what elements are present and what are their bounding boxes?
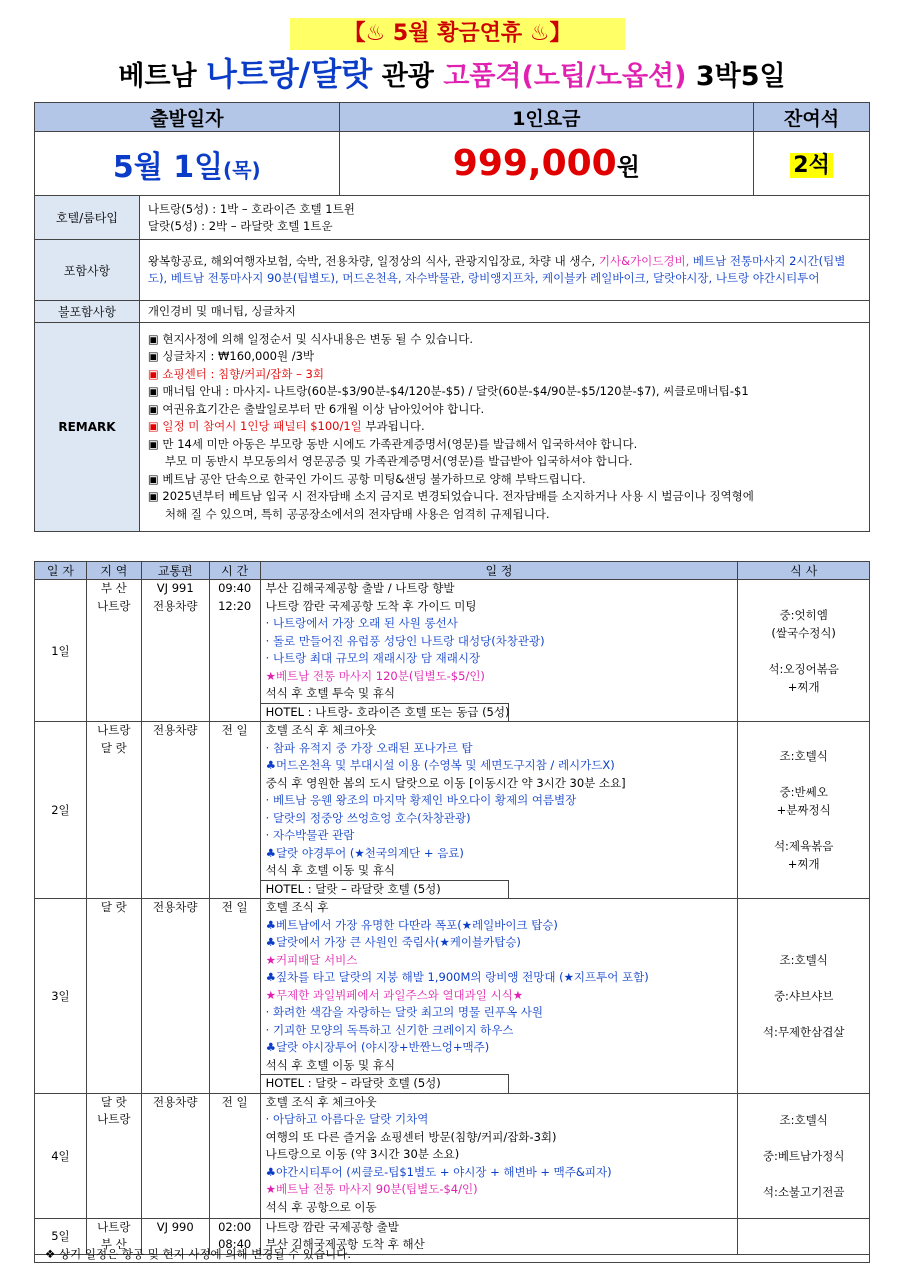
region-text: 달 랏 <box>100 900 127 914</box>
meal-text <box>738 765 869 783</box>
meal-text: +분짜정식 <box>776 803 831 817</box>
include-text: 왕복항공료, 해외여행자보험, 숙박, 전용차량, 일정상의 식사, 관광지입장료, 차량 내 생수, <box>147 254 599 268</box>
tour-headline <box>0 52 904 99</box>
plan-line: ♣머드온천욕 및 부대시설 이용 (수영복 및 세면도구지참 / 레시가드X) <box>265 758 615 772</box>
hotel-label: 호텔/룸타입 <box>35 196 140 240</box>
meal-text: (쌀국수정식) <box>771 625 836 640</box>
meals-cell <box>738 899 870 1094</box>
meal-text: +찌개 <box>787 857 820 871</box>
promo-banner: 【♨ 5월 황금연휴 ♨】 <box>290 18 625 50</box>
region-text: 부 산 <box>100 581 127 595</box>
meal-text: 조:호텔식 <box>779 952 828 967</box>
footnote: ❖ 상기 일정은 항공 및 현지 사정에 의해 변경될 수 있습니다. <box>34 1246 870 1263</box>
meals-cell <box>738 722 870 899</box>
col-transport: 교통편 <box>141 562 209 580</box>
remark-item: ▣ 쇼핑센터 : 침향/커피/잡화 – 3회 <box>147 366 324 381</box>
exclude-info: 개인경비 및 매너팁, 싱글차지 <box>139 301 869 323</box>
departure-cell <box>35 132 340 196</box>
plan-line: 호텔 조식 후 체크아웃 <box>265 1094 377 1109</box>
hotel-line: HOTEL : 나트랑- 호라이즌 호텔 또는 동급 (5성) <box>261 703 509 722</box>
plan-line: 나트랑 깜란 국제공항 출발 <box>265 1219 399 1234</box>
price-value: 999,000 <box>452 143 617 184</box>
remark-item: ▣ 베트남 공안 단속으로 한국인 가이드 공항 미팅&샌딩 불가하므로 양해 부탁드립니다. <box>147 471 586 486</box>
remark-label: REMARK <box>35 323 140 532</box>
region-text: 나트랑 <box>97 598 131 613</box>
plan-line: 석식 후 호텔 이동 및 휴식 <box>265 1057 396 1072</box>
region-cell <box>86 899 141 1094</box>
remark-penalty: ▣ 일정 미 참여시 1인당 패널티 $100/1일 <box>147 419 362 434</box>
meal-text: 조:호텔식 <box>779 1112 828 1127</box>
plan-line: 나트랑 깜란 국제공항 도착 후 가이드 미팅 <box>265 598 477 613</box>
headline-cities: 나트랑/달랏 <box>206 55 373 93</box>
headline-country: 베트남 <box>118 61 197 92</box>
plan-line: · 화려한 색감을 자랑하는 달랏 최고의 명물 린푸옥 사원 <box>265 1005 543 1019</box>
price-unit: 원 <box>616 153 640 181</box>
departure-day: (목) <box>223 157 261 182</box>
meal-text: 중:반쎄오 <box>779 785 828 799</box>
transport-text: VJ 990 <box>156 1219 194 1234</box>
plan-cell <box>260 580 738 722</box>
hotel-line: 달랏(5성) : 2박 – 라달랏 호텔 1트운 <box>147 218 333 233</box>
meal-text: 석:무제한삼겹살 <box>762 1024 845 1039</box>
plan-cell <box>260 722 738 899</box>
meal-text: 중:샤브샤브 <box>773 988 834 1003</box>
remark-item: ▣ 만 14세 미만 아동은 부모랑 동반 시에도 가족관계증명서(영문)를 발급해서 입국하셔야 합니다. <box>147 436 638 451</box>
plan-line: ★베트남 전통 마사지 90분(팁별도-$4/인) <box>265 1182 478 1196</box>
transport-cell <box>141 580 209 722</box>
day-cell: 3일 <box>35 899 87 1094</box>
plan-line: · 참파 유적지 중 가장 오래된 포나가르 탑 <box>265 740 473 755</box>
include-label: 포함사항 <box>35 240 140 301</box>
day-cell: 2일 <box>35 722 87 899</box>
meal-text: 중:베트남가정식 <box>762 1148 845 1163</box>
meal-text: 석:오징어볶음 <box>768 661 839 676</box>
remark-item: ▣ 싱글차지 : ₩160,000원 /3박 <box>147 349 315 364</box>
hotel-line: HOTEL : 달랏 – 라달랏 호텔 (5성) <box>261 880 509 899</box>
hotel-info <box>139 196 869 240</box>
remark-item <box>148 418 861 436</box>
time-cell <box>209 722 260 899</box>
time-text: 02:00 <box>218 1219 252 1234</box>
time-text: 09:40 <box>218 581 252 595</box>
region-text: 부 산 <box>100 1237 127 1251</box>
region-cell <box>86 580 141 722</box>
include-info <box>139 240 869 301</box>
region-text: 나트랑 <box>97 723 131 737</box>
meal-text <box>738 642 869 660</box>
hotel-line: 나트랑(5성) : 1박 – 호라이즌 호텔 1트윈 <box>147 201 355 216</box>
headline-tour: 관광 <box>381 61 434 92</box>
price-cell <box>339 132 754 196</box>
remark-item: 부모 미 동반시 부모동의서 영문공증 및 가족관계증명서(영문)를 발급받아 입국하셔야 합니다. <box>164 454 633 469</box>
region-cell <box>86 1093 141 1218</box>
plan-line: ★베트남 전통 마사지 120분(팁별도-$5/인) <box>265 668 485 683</box>
meal-text <box>738 1005 869 1023</box>
plan-line: 나트랑으로 이동 (약 3시간 30분 소요) <box>265 1147 460 1161</box>
plan-line: 부산 김해국제공항 출발 / 나트랑 향발 <box>265 581 455 595</box>
time-text: 12:20 <box>218 598 252 613</box>
col-itinerary: 일 정 <box>260 562 738 580</box>
time-cell <box>209 1093 260 1218</box>
transport-text: 전용차량 <box>153 900 198 914</box>
meal-text <box>738 969 869 987</box>
remark-list <box>139 323 869 532</box>
region-text: 나트랑 <box>97 1112 131 1126</box>
region-cell <box>86 722 141 899</box>
meal-text <box>738 1165 869 1183</box>
plan-line: ♣짚차를 타고 달랏의 지붕 해발 1,900M의 랑비앵 전망대 (★지프투어 포함) <box>265 970 649 984</box>
itinerary-row <box>35 1093 870 1218</box>
remark-item: 처해 질 수 있으며, 특히 공공장소에서의 전자담배 사용은 엄격히 규제됩니다. <box>164 506 550 521</box>
plan-line: ♣달랏 야경투어 (★천국의계단 + 음료) <box>265 845 464 860</box>
headline-duration: 3박5일 <box>695 61 786 92</box>
summary-table <box>34 102 870 532</box>
transport-text: 전용차량 <box>153 598 198 613</box>
seats-badge: 2석 <box>790 153 833 178</box>
plan-line: ★커피배달 서비스 <box>265 952 358 967</box>
exclude-label: 불포함사항 <box>35 301 140 323</box>
transport-cell <box>141 899 209 1094</box>
col-region: 지 역 <box>86 562 141 580</box>
departure-header: 출발일자 <box>35 103 340 132</box>
transport-text: 전용차량 <box>153 723 198 737</box>
meal-text: 석:제육볶음 <box>773 839 834 853</box>
plan-line: ♣야간시티투어 (씨클로-팁$1별도 + 야시장 + 해변바 + 맥주&피자) <box>265 1164 612 1179</box>
plan-line: · 돌로 만들어진 유럽풍 성당인 나트랑 대성당(차창관광) <box>265 633 545 648</box>
itinerary-body <box>35 580 870 1255</box>
region-text: 나트랑 <box>97 1219 131 1234</box>
itinerary-row <box>35 899 870 1094</box>
remark-item: ▣ 여권유효기간은 출발일로부터 만 6개월 이상 남아있어야 합니다. <box>147 401 485 416</box>
meal-text <box>738 1129 869 1147</box>
time-text: 전 일 <box>221 723 248 737</box>
meal-text: 조:호텔식 <box>779 749 828 763</box>
day-cell: 4일 <box>35 1093 87 1218</box>
price-header: 1인요금 <box>339 103 754 132</box>
day-cell: 1일 <box>35 580 87 722</box>
seats-cell <box>754 132 870 196</box>
plan-line: 호텔 조식 후 <box>265 900 329 914</box>
remark-item: ▣ 현지사정에 의해 일정순서 및 식사내용은 변동 될 수 있습니다. <box>147 331 474 346</box>
remark-item: ▣ 매너팁 안내 : 마사지- 나트랑(60분-$3/90분-$4/120분-$5) / 달랏(60분-$4/90분-$5/120분-$7), 씨클로매너팁-$1 <box>147 384 749 399</box>
plan-line: 석식 후 공항으로 이동 <box>265 1199 377 1214</box>
plan-line: · 베트남 응웬 왕조의 마지막 황제인 바오다이 황제의 여름별장 <box>265 793 577 807</box>
plan-line: 중식 후 영원한 봄의 도시 달랏으로 이동 [이동시간 약 3시간 30분 소요] <box>265 775 626 790</box>
plan-line: 석식 후 호텔 투숙 및 휴식 <box>265 686 396 700</box>
plan-line: 여행의 또 다른 즐거움 쇼핑센터 방문(침향/커피/잡화-3회) <box>265 1129 557 1144</box>
plan-line: ♣베트남에서 가장 유명한 다딴라 폭포(★레일바이크 탑승) <box>265 917 558 932</box>
include-tours: 베트남 전통마사지 2시간(팁별도), 베트남 전통마사지 90분(팁별도), 머드온천욕, 자수박물관, 랑비앵지프차, 케이블카 레일바이크, 달랏야시장, 나트랑 야간시티투어 <box>147 254 846 285</box>
day-cell: 5일 <box>35 1218 87 1254</box>
region-text: 달 랏 <box>100 1094 127 1109</box>
time-text: 08:40 <box>218 1237 252 1251</box>
plan-line: · 달랏의 정중앙 쓰엉흐엉 호수(차창관광) <box>265 810 471 825</box>
plan-line: 호텔 조식 후 체크아웃 <box>265 723 377 737</box>
transport-cell <box>141 1093 209 1218</box>
plan-line: ★무제한 과일뷔페에서 과일주스와 열대과일 시식★ <box>265 987 524 1002</box>
plan-line: ♣달랏 야시장투어 (야시장+반짠느엉+맥주) <box>265 1040 490 1054</box>
time-text: 전 일 <box>221 900 248 914</box>
remark-item: ▣ 2025년부터 베트남 입국 시 전자담배 소지 금지로 변경되었습니다. 전자담배를 소지하거나 사용 시 벌금이나 징역형에 <box>147 489 754 504</box>
time-cell <box>209 899 260 1094</box>
seats-header: 잔여석 <box>754 103 870 132</box>
plan-cell <box>260 899 738 1094</box>
time-text: 전 일 <box>221 1094 248 1109</box>
meal-text: 석:소불고기전골 <box>762 1184 845 1199</box>
transport-text: VJ 991 <box>156 581 194 595</box>
itinerary-row <box>35 580 870 722</box>
plan-line: 석식 후 호텔 이동 및 휴식 <box>265 863 396 877</box>
plan-line: · 아담하고 아름다운 달랏 기차역 <box>265 1112 429 1126</box>
col-time: 시 간 <box>209 562 260 580</box>
departure-date: 5월 1일 <box>112 149 224 185</box>
plan-line: 부산 김해국제공항 도착 후 해산 <box>265 1237 425 1251</box>
remark-penalty-suffix: 부과됩니다. <box>361 419 425 434</box>
region-text: 달 랏 <box>100 740 127 755</box>
plan-line: · 나트랑에서 가장 오래 된 사원 롱선사 <box>265 616 458 630</box>
meal-text: +찌개 <box>787 679 820 694</box>
meals-cell <box>738 580 870 722</box>
meal-text: 중:엇히엠 <box>779 607 828 622</box>
plan-line: · 나트랑 최대 규모의 재래시장 담 재래시장 <box>265 651 481 665</box>
plan-cell <box>260 1093 738 1218</box>
meal-text <box>738 819 869 837</box>
meals-cell <box>738 1093 870 1218</box>
plan-line: ♣달랏에서 가장 큰 사원인 죽림사(★케이블카탑승) <box>265 935 521 949</box>
col-meals: 식 사 <box>738 562 870 580</box>
hotel-line: HOTEL : 달랏 – 라달랏 호텔 (5성) <box>261 1074 509 1093</box>
transport-cell <box>141 722 209 899</box>
itinerary-row <box>35 722 870 899</box>
plan-line: · 기괴한 모양의 독특하고 신기한 크레이지 하우스 <box>265 1022 514 1037</box>
include-highlight: 기사&가이드경비, <box>598 254 690 268</box>
plan-line: · 자수박물관 관람 <box>265 828 355 842</box>
transport-text: 전용차량 <box>153 1094 198 1109</box>
headline-grade: 고품격(노팁/노옵션) <box>443 61 687 92</box>
itinerary-table <box>34 561 870 1255</box>
time-cell <box>209 580 260 722</box>
col-day: 일 자 <box>35 562 87 580</box>
